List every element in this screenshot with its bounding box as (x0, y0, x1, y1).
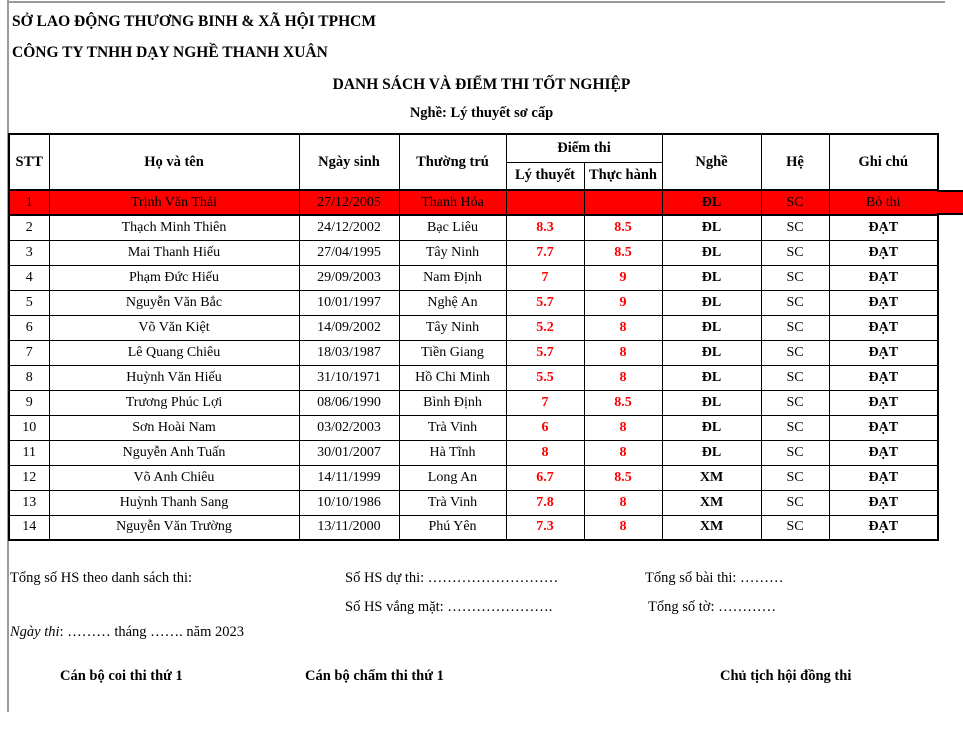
table-row (9, 265, 938, 290)
cell-residence: Bình Định (399, 390, 506, 415)
cell-note: ĐẠT (829, 415, 938, 440)
table-row (9, 315, 938, 340)
cell-dob: 27/12/2005 (299, 190, 399, 215)
table-row (9, 190, 938, 215)
cell-job: ĐL (662, 365, 761, 390)
col-header-name: Họ và tên (49, 134, 299, 190)
cell-stt: 1 (9, 190, 49, 215)
cell-practice-score: 9 (584, 265, 662, 290)
footer-total-sheets-label: Tổng số tờ: ………… (648, 599, 777, 615)
highlight-row-extension (937, 190, 963, 215)
col-header-job: Nghề (662, 134, 761, 190)
cell-residence: Tiền Giang (399, 340, 506, 365)
table-body (9, 190, 938, 540)
cell-dob: 31/10/1971 (299, 365, 399, 390)
cell-stt: 8 (9, 365, 49, 390)
cell-stt: 6 (9, 315, 49, 340)
col-header-stt: STT (9, 134, 49, 190)
cell-theory-score: 5.7 (506, 290, 584, 315)
cell-theory-score: 7 (506, 265, 584, 290)
document-title: DANH SÁCH VÀ ĐIỂM THI TỐT NGHIỆP (332, 76, 631, 93)
cell-system: SC (761, 240, 829, 265)
cell-dob: 03/02/2003 (299, 415, 399, 440)
table-row (9, 490, 938, 515)
table-row (9, 365, 938, 390)
cell-practice-score: 8 (584, 315, 662, 340)
cell-job: ĐL (662, 440, 761, 465)
cell-practice-score: 8 (584, 490, 662, 515)
org-name-line2: CÔNG TY TNHH DẠY NGHỀ THANH XUÂN (12, 44, 328, 61)
cell-dob: 14/11/1999 (299, 465, 399, 490)
cell-residence: Long An (399, 465, 506, 490)
cell-residence: Trà Vinh (399, 415, 506, 440)
cell-name: Thạch Minh Thiên (49, 215, 299, 240)
cell-job: ĐL (662, 240, 761, 265)
cell-job: XM (662, 465, 761, 490)
cell-stt: 13 (9, 490, 49, 515)
cell-dob: 13/11/2000 (299, 515, 399, 540)
cell-theory-score (506, 190, 584, 215)
page-boundary-top (7, 1, 945, 3)
cell-stt: 7 (9, 340, 49, 365)
cell-job: ĐL (662, 265, 761, 290)
cell-theory-score: 7.8 (506, 490, 584, 515)
cell-theory-score: 7.7 (506, 240, 584, 265)
cell-practice-score: 8.5 (584, 240, 662, 265)
cell-dob: 14/09/2002 (299, 315, 399, 340)
table-row (9, 290, 938, 315)
cell-name: Nguyễn Văn Trường (49, 515, 299, 540)
col-header-system: Hệ (761, 134, 829, 190)
cell-name: Huỳnh Văn Hiếu (49, 365, 299, 390)
exam-date-rest: : ……… tháng ……. năm 2023 (59, 624, 245, 640)
cell-practice-score: 8 (584, 440, 662, 465)
cell-job: ĐL (662, 215, 761, 240)
cell-name: Nguyễn Anh Tuấn (49, 440, 299, 465)
cell-residence: Thanh Hóa (399, 190, 506, 215)
cell-theory-score: 8.3 (506, 215, 584, 240)
cell-job: XM (662, 515, 761, 540)
cell-note: ĐẠT (829, 290, 938, 315)
cell-system: SC (761, 465, 829, 490)
cell-system: SC (761, 365, 829, 390)
cell-system: SC (761, 190, 829, 215)
cell-name: Lê Quang Chiêu (49, 340, 299, 365)
footer-total-students-label: Tổng số HS theo danh sách thi: (10, 570, 193, 586)
cell-system: SC (761, 315, 829, 340)
cell-note: ĐẠT (829, 240, 938, 265)
cell-stt: 14 (9, 515, 49, 540)
table-row (9, 515, 938, 540)
cell-practice-score (584, 190, 662, 215)
cell-practice-score: 8 (584, 340, 662, 365)
cell-theory-score: 7 (506, 390, 584, 415)
cell-note: ĐẠT (829, 315, 938, 340)
cell-practice-score: 9 (584, 290, 662, 315)
footer-total-papers-label: Tổng số bài thi: ……… (645, 570, 784, 586)
cell-system: SC (761, 415, 829, 440)
signature-chairman: Chủ tịch hội đồng thi (720, 668, 852, 684)
cell-stt: 5 (9, 290, 49, 315)
col-header-score-group: Điểm thi (506, 134, 662, 162)
cell-stt: 4 (9, 265, 49, 290)
cell-residence: Tây Ninh (399, 315, 506, 340)
cell-dob: 08/06/1990 (299, 390, 399, 415)
org-name-line1: SỞ LAO ĐỘNG THƯƠNG BINH & XÃ HỘI TPHCM (12, 13, 376, 30)
cell-dob: 29/09/2003 (299, 265, 399, 290)
cell-practice-score: 8.5 (584, 390, 662, 415)
cell-practice-score: 8 (584, 365, 662, 390)
cell-system: SC (761, 290, 829, 315)
cell-note: ĐẠT (829, 365, 938, 390)
cell-residence: Nam Định (399, 265, 506, 290)
cell-system: SC (761, 515, 829, 540)
cell-theory-score: 5.7 (506, 340, 584, 365)
cell-job: ĐL (662, 315, 761, 340)
signature-grader: Cán bộ chấm thi thứ 1 (305, 668, 444, 684)
cell-note: ĐẠT (829, 515, 938, 540)
cell-stt: 11 (9, 440, 49, 465)
cell-stt: 9 (9, 390, 49, 415)
cell-note: ĐẠT (829, 490, 938, 515)
cell-job: ĐL (662, 340, 761, 365)
cell-name: Sơn Hoài Nam (49, 415, 299, 440)
cell-dob: 10/01/1997 (299, 290, 399, 315)
cell-note: ĐẠT (829, 440, 938, 465)
cell-name: Trịnh Văn Thái (49, 190, 299, 215)
cell-residence: Trà Vinh (399, 490, 506, 515)
cell-system: SC (761, 215, 829, 240)
cell-name: Võ Anh Chiêu (49, 465, 299, 490)
cell-job: ĐL (662, 290, 761, 315)
cell-system: SC (761, 490, 829, 515)
cell-name: Trương Phúc Lợi (49, 390, 299, 415)
table-header (9, 134, 938, 190)
cell-system: SC (761, 265, 829, 290)
cell-note: ĐẠT (829, 340, 938, 365)
cell-stt: 3 (9, 240, 49, 265)
cell-job: ĐL (662, 415, 761, 440)
footer-exam-date-line (10, 624, 244, 641)
cell-system: SC (761, 390, 829, 415)
cell-residence: Hồ Chi Minh (399, 365, 506, 390)
cell-stt: 10 (9, 415, 49, 440)
cell-theory-score: 5.2 (506, 315, 584, 340)
table-row (9, 390, 938, 415)
cell-job: ĐL (662, 390, 761, 415)
cell-dob: 30/01/2007 (299, 440, 399, 465)
cell-system: SC (761, 340, 829, 365)
cell-name: Võ Văn Kiệt (49, 315, 299, 340)
cell-practice-score: 8.5 (584, 465, 662, 490)
signature-proctor: Cán bộ coi thi thứ 1 (60, 668, 183, 684)
table-row (9, 340, 938, 365)
cell-stt: 12 (9, 465, 49, 490)
cell-practice-score: 8 (584, 415, 662, 440)
cell-name: Huỳnh Thanh Sang (49, 490, 299, 515)
cell-theory-score: 5.5 (506, 365, 584, 390)
cell-job: ĐL (662, 190, 761, 215)
cell-residence: Bạc Liêu (399, 215, 506, 240)
exam-date-label: Ngày thi (10, 624, 60, 640)
cell-residence: Hà Tĩnh (399, 440, 506, 465)
table-row (9, 465, 938, 490)
document-subtitle: Nghề: Lý thuyết sơ cấp (409, 105, 554, 121)
col-header-note: Ghi chú (829, 134, 938, 190)
cell-practice-score: 8 (584, 515, 662, 540)
footer-absent-label: Số HS vắng mặt: …………………. (345, 599, 553, 615)
cell-note: ĐẠT (829, 215, 938, 240)
cell-residence: Phú Yên (399, 515, 506, 540)
cell-theory-score: 6 (506, 415, 584, 440)
cell-dob: 27/04/1995 (299, 240, 399, 265)
cell-theory-score: 8 (506, 440, 584, 465)
cell-theory-score: 7.3 (506, 515, 584, 540)
cell-practice-score: 8.5 (584, 215, 662, 240)
table-row (9, 215, 938, 240)
col-header-dob: Ngày sinh (299, 134, 399, 190)
cell-note: ĐẠT (829, 265, 938, 290)
footer-attended-label: Số HS dự thi: ……………………… (345, 570, 559, 586)
cell-job: XM (662, 490, 761, 515)
cell-note: Bỏ thi (829, 190, 938, 215)
cell-note: ĐẠT (829, 465, 938, 490)
cell-note: ĐẠT (829, 390, 938, 415)
cell-system: SC (761, 440, 829, 465)
table-row (9, 440, 938, 465)
cell-stt: 2 (9, 215, 49, 240)
cell-dob: 10/10/1986 (299, 490, 399, 515)
table-row (9, 240, 938, 265)
cell-dob: 24/12/2002 (299, 215, 399, 240)
col-header-theory: Lý thuyết (506, 162, 584, 190)
cell-name: Nguyễn Văn Bắc (49, 290, 299, 315)
cell-residence: Nghệ An (399, 290, 506, 315)
cell-dob: 18/03/1987 (299, 340, 399, 365)
cell-residence: Tây Ninh (399, 240, 506, 265)
col-header-residence: Thường trú (399, 134, 506, 190)
cell-name: Phạm Đức Hiếu (49, 265, 299, 290)
table-row (9, 415, 938, 440)
cell-name: Mai Thanh Hiếu (49, 240, 299, 265)
cell-theory-score: 6.7 (506, 465, 584, 490)
col-header-practice: Thực hành (584, 162, 662, 190)
graduation-scores-table (8, 133, 939, 541)
